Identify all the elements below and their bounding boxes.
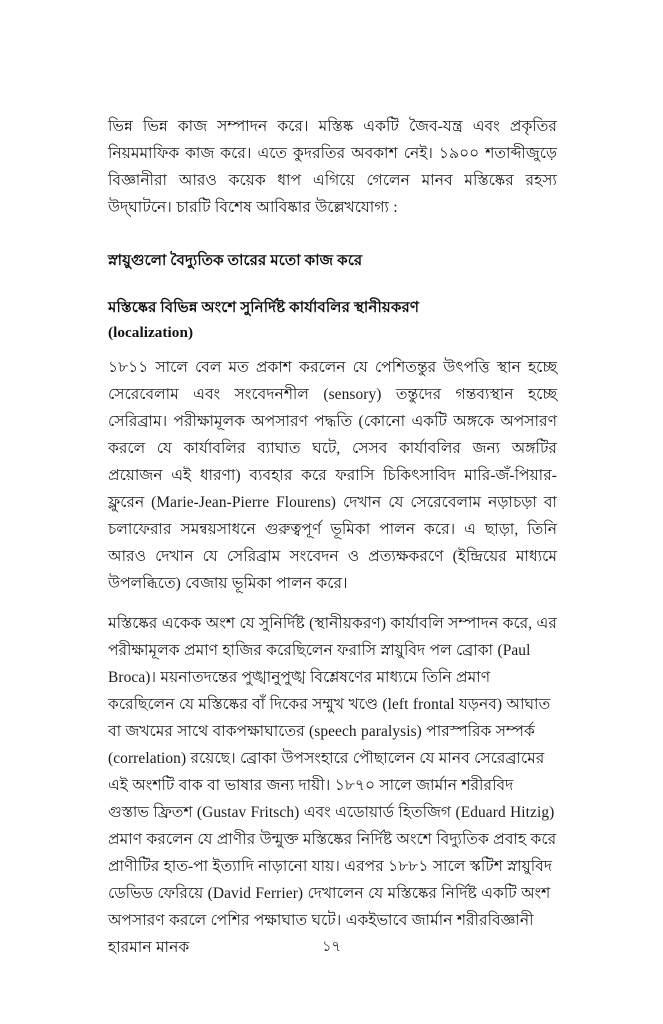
page-number: ১৭ [322, 939, 341, 955]
paragraph-broca-fritsch-hitzig-ferrier: মস্তিষ্কের একেক অংশ যে সুনির্দিষ্ট (স্থানীয়করণ) কার্যাবলি সম্পাদন করে, এর পরীক্ষামূলক প্রমাণ হাজির করেছিলেন ফরাসি স্নায়ুবিদ পল ব্রোকা (Paul Broca)। ময়নাতদন্তের পুঙ্খানুপুঙ্খ বিশ্লেষণের মাধ্যমে তিনি প্রমাণ করেছিলেন যে মস্তিষ্কের বাঁ দিকের সম্মুখ খণ্ডে (left frontal যড়নব) আঘাত বা জখমের সাথে বাকপক্ষাঘাতের (speech paralysis) পারস্পরিক সম্পর্ক (correlation) রয়েছে। ব্রোকা উপসংহারে পৌছালেন যে মানব সেরেব্রামের এই অংশটি বাক বা ভাষার জন্য দায়ী। ১৮৭০ সালে জার্মান শরীরবিদ গুস্তাভ ফ্রিতশ (Gustav Fritsch) এবং এডোয়ার্ড হিতজিগ (Eduard Hitzig) প্রমাণ করলেন যে প্রাণীর উন্মুক্ত মস্তিষ্কের নির্দিষ্ট অংশে বিদ্যুতিক প্রবাহ করে প্রাণীটির হাত-পা ইত্যাদি নাড়ানো যায়। এরপর ১৮৮১ সালে স্কটিশ স্নায়ুবিদ ডেভিড ফেরিয়ে (David Ferrier) দেখালেন যে মস্তিষ্কের নির্দিষ্ট একটি অংশ অপসারণ করলে পেশির পক্ষাঘাত ঘটে। একইভাবে জার্মান শরীরবিজ্ঞানী হারমান মানক [108, 615, 557, 956]
section-heading-localization-line-2: (localization) [108, 324, 194, 341]
page-text-column [108, 113, 557, 961]
paragraph-bell-flourens: ১৮১১ সালে বেল মত প্রকাশ করলেন যে পেশিতন্তুর উৎপত্তি স্থান হচ্ছে সেরেবেলাম এবং সংবেদনশীল (sensory) তন্তুদের গন্তব্যস্থান হচ্ছে সেরিব্রাম। পরীক্ষামূলক অপসারণ পদ্ধতি (কোনো একটি অঙ্গকে অপসারণ করলে যে কার্যাবলির ব্যাঘাত ঘটে, সেসব কার্যাবলির জন্য অঙ্গটির প্রয়োজন এই ধারণা) ব্যবহার করে ফরাসি চিকিৎসাবিদ মারি-জঁ-পিয়ার-ফ্লুরেন (Marie-Jean-Pierre Flourens) দেখান যে সেরেবেলাম নড়াচড়া বা চলাফেরার সমন্বয়সাধনে গুরুত্বপূর্ণ ভূমিকা পালন করে। এ ছাড়া, তিনি আরও দেখান যে সেরিব্রাম সংবেদন ও প্রত্যক্ষকরণে (ইন্দ্রিয়ের মাধ্যমে উপলব্ধিতে) বেজায় ভূমিকা পালন করে। [108, 359, 557, 592]
section-heading-nerves-electric-wires: স্নায়ুগুলো বৈদ্যুতিক তারের মতো কাজ করে [108, 252, 363, 269]
section-heading-localization-line-1: মস্তিষ্কের বিভিন্ন অংশে সুনির্দিষ্ট কার্যাবলির স্থানীয়করণ [108, 299, 420, 316]
paragraph-continuation: ভিন্ন ভিন্ন কাজ সম্পাদন করে। মস্তিষ্ক একটি জৈব-যন্ত্র এবং প্রকৃতির নিয়মমাফিক কাজ করে। এতে কুদরতির অবকাশ নেই। ১৯০০ শতাব্দীজুড়ে বিজ্ঞানীরা আরও কয়েক ধাপ এগিয়ে গেলেন মানব মস্তিষ্কের রহস্য উদ্‌ঘাটনে। চারটি বিশেষ আবিষ্কার উল্লেখযোগ্য : [108, 118, 557, 216]
